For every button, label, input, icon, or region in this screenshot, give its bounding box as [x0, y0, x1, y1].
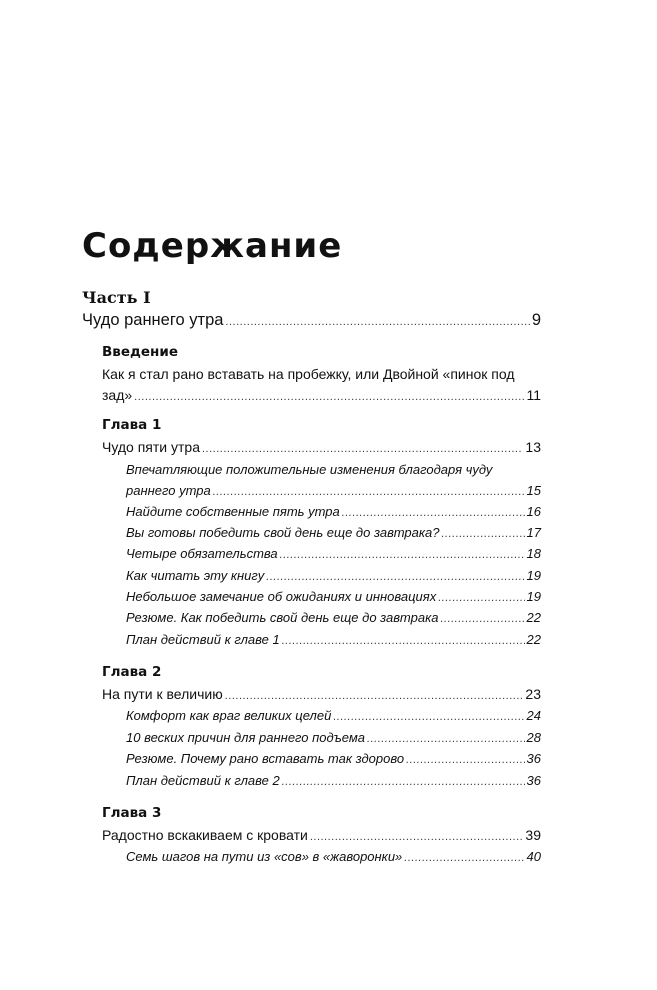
section-heading: Введение: [102, 344, 178, 360]
toc-entry-page: 9: [531, 311, 541, 329]
toc-leader-dots: [441, 528, 524, 540]
toc-subentry-title-line1[interactable]: Впечатляющие положительные изменения благодаря чуду: [126, 462, 493, 477]
toc-subentry[interactable]: [126, 589, 541, 604]
chapter-heading: Глава 3: [102, 805, 162, 821]
toc-entry-page: 11: [526, 387, 541, 403]
toc-leader-dots: [333, 711, 524, 723]
toc-subentry[interactable]: [126, 504, 541, 519]
part-label: Часть I: [82, 288, 151, 307]
toc-entry-page: 18: [526, 546, 541, 561]
toc-subentry[interactable]: [126, 849, 541, 864]
toc-entry-page: 19: [526, 568, 541, 583]
toc-entry-page: 24: [526, 708, 541, 723]
toc-leader-dots: [367, 733, 525, 745]
toc-entry[interactable]: [102, 387, 541, 403]
toc-entry-title: Чудо пяти утра: [102, 439, 200, 455]
toc-entry-page: 23: [525, 686, 541, 702]
toc-entry-title: План действий к главе 2: [126, 773, 280, 788]
toc-entry-title-line1[interactable]: Как я стал рано вставать на пробежку, или Двойной «пинок под: [102, 366, 515, 382]
toc-entry-title: зад»: [102, 387, 133, 403]
toc-entry-title: 10 веских причин для раннего подъема: [126, 730, 366, 745]
toc-entry[interactable]: [102, 827, 541, 843]
toc-entry-page: 28: [526, 730, 541, 745]
toc-leader-dots: [440, 613, 524, 625]
toc-subentry[interactable]: [126, 708, 541, 723]
toc-leader-dots: [266, 571, 524, 583]
toc-entry-page: 22: [526, 610, 541, 625]
toc-leader-dots: [282, 635, 525, 647]
toc-entry-title: Найдите собственные пять утра: [126, 504, 340, 519]
toc-entry-title: На пути к величию: [102, 686, 223, 702]
chapter-heading: Глава 1: [102, 417, 162, 433]
page-title: Содержание: [82, 226, 343, 266]
toc-subentry[interactable]: [126, 773, 541, 788]
toc-entry-page: 36: [526, 751, 541, 766]
toc-subentry[interactable]: [126, 568, 541, 583]
toc-entry-page: 16: [526, 504, 541, 519]
toc-entry-page: 39: [525, 827, 541, 843]
toc-subentry[interactable]: [126, 632, 541, 647]
toc-entry-title: Семь шагов на пути из «сов» в «жаворонки»: [126, 849, 403, 864]
toc-subentry[interactable]: [126, 525, 541, 540]
toc-subentry[interactable]: [126, 751, 541, 766]
toc-entry-title: раннего утра: [126, 483, 211, 498]
chapter-heading: Глава 2: [102, 664, 162, 680]
toc-entry[interactable]: [82, 311, 541, 330]
toc-entry-page: 36: [526, 773, 541, 788]
toc-entry[interactable]: [102, 686, 541, 702]
toc-leader-dots: [342, 507, 525, 519]
toc-entry-page: 13: [525, 439, 541, 455]
toc-leader-dots: [406, 754, 524, 766]
toc-leader-dots: [404, 852, 524, 864]
toc-leader-dots: [282, 776, 525, 788]
toc-subentry[interactable]: [126, 730, 541, 745]
toc-entry-title: Небольшое замечание об ожиданиях и инновациях: [126, 589, 437, 604]
toc-entry-title: Чудо раннего утра: [82, 311, 224, 329]
toc-entry-title: Комфорт как враг великих целей: [126, 708, 332, 723]
toc-entry-page: 22: [526, 632, 541, 647]
toc-entry-page: 15: [526, 483, 541, 498]
toc-entry-title: Четыре обязательства: [126, 546, 278, 561]
toc-leader-dots: [280, 549, 525, 561]
toc-leader-dots: [310, 831, 524, 843]
toc-leader-dots: [213, 486, 525, 498]
toc-entry-title: План действий к главе 1: [126, 632, 280, 647]
toc-leader-dots: [225, 690, 524, 702]
toc-entry-page: 17: [526, 525, 541, 540]
toc-entry-title: Резюме. Как победить свой день еще до завтрака: [126, 610, 439, 625]
toc-leader-dots: [134, 391, 524, 403]
toc-leader-dots: [438, 592, 524, 604]
toc-entry-page: 19: [526, 589, 541, 604]
toc-leader-dots: [202, 443, 523, 455]
toc-subentry[interactable]: [126, 610, 541, 625]
toc-leader-dots: [225, 316, 529, 328]
toc-entry-title: Вы готовы победить свой день еще до завтрака?: [126, 525, 440, 540]
toc-entry-title: Как читать эту книгу: [126, 568, 265, 583]
toc-entry[interactable]: [102, 439, 541, 455]
toc-entry-page: 40: [526, 849, 541, 864]
toc-subentry[interactable]: [126, 546, 541, 561]
toc-entry-title: Резюме. Почему рано вставать так здорово: [126, 751, 405, 766]
toc-subentry[interactable]: [126, 483, 541, 498]
toc-entry-title: Радостно вскакиваем с кровати: [102, 827, 308, 843]
